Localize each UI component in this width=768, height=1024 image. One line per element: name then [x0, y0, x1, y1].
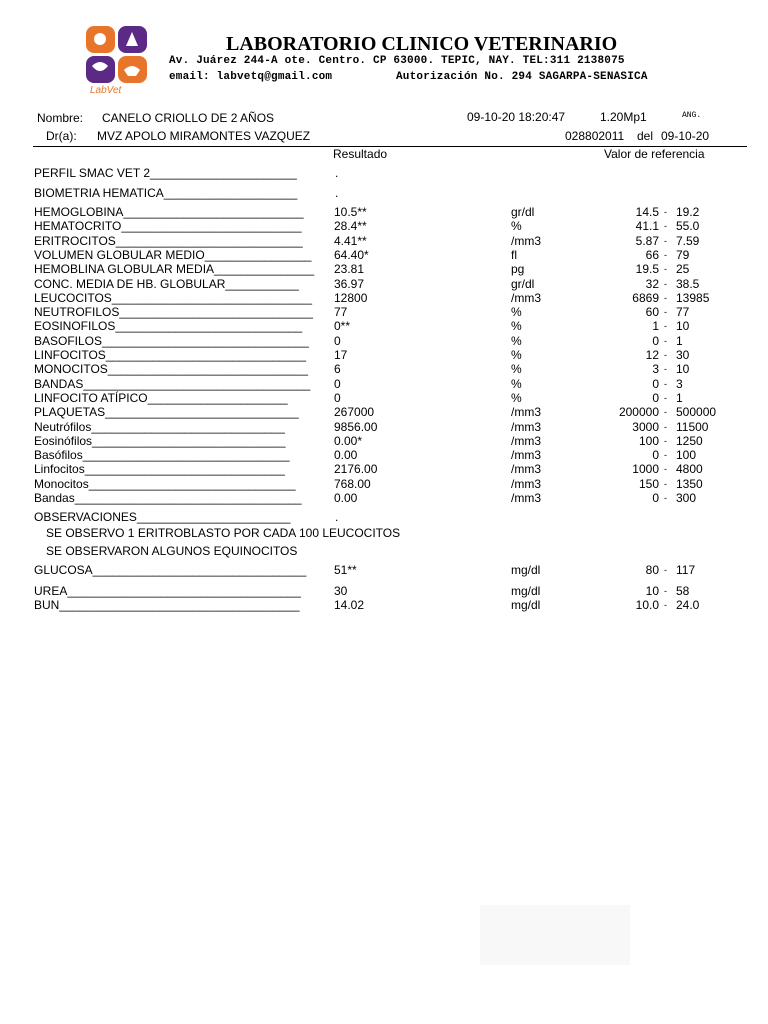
row-test-name: HEMOBLINA GLOBULAR MEDIA_______________: [34, 262, 315, 277]
row-result: 14.02: [334, 598, 365, 612]
row-test-name: LINFOCITO ATÍPICO_____________________: [34, 390, 288, 405]
observation-line-1: SE OBSERVO 1 ERITROBLASTO POR CADA 100 LEUCOCITOS: [46, 526, 401, 540]
row-ref-dash: -: [664, 378, 667, 389]
row-ref-low: 0: [652, 376, 659, 391]
row-unit: %: [511, 348, 522, 362]
row-test-name: MONOCITOS______________________________: [34, 362, 308, 377]
row-ref-high: 55.0: [676, 219, 700, 234]
ang-code: ANG.: [682, 111, 702, 120]
row-test-name: PLAQUETAS_____________________________: [34, 405, 299, 420]
row-test-name: VOLUMEN GLOBULAR MEDIO________________: [34, 247, 312, 262]
row-test-name: Linfocitos______________________________: [34, 462, 285, 477]
folio-number: 028802011: [565, 129, 625, 143]
row-unit: mg/dl: [511, 598, 541, 612]
biometria-value: .: [335, 186, 339, 200]
row-ref-dash: -: [664, 435, 667, 446]
row-ref-dash: -: [664, 321, 667, 332]
row-test-name: CONC. MEDIA DE HB. GLOBULAR___________: [34, 276, 299, 291]
row-ref-dash: -: [664, 235, 667, 246]
row-result: 6: [334, 362, 341, 377]
name-label: Nombre:: [37, 111, 84, 125]
row-test-name: LINFOCITOS______________________________: [34, 348, 307, 362]
row-test-name: Bandas__________________________________: [34, 491, 302, 505]
perfil-label: PERFIL SMAC VET 2______________________: [34, 166, 297, 180]
row-ref-high: 4800: [676, 462, 703, 477]
row-ref-low: 1: [652, 319, 659, 334]
row-ref-low: 100: [638, 433, 659, 448]
row-ref-low: 66: [645, 247, 659, 262]
row-unit: %: [511, 390, 522, 405]
row-test-name: UREA___________________________________: [34, 584, 301, 598]
perfil-value: .: [335, 166, 339, 180]
row-test-name: HEMOGLOBINA___________________________: [34, 205, 304, 219]
row-ref-low: 10: [645, 584, 659, 598]
row-ref-low: 6869: [632, 290, 659, 305]
row-ref-low: 0: [652, 333, 659, 348]
lab-address: Av. Juárez 244-A ote. Centro. CP 63000. TEPIC, NAY. TEL:311 2138075: [169, 55, 625, 67]
row-ref-high: 117: [676, 563, 696, 577]
row-test-name: Eosinófilos_____________________________: [34, 433, 286, 448]
row-ref-low: 3: [652, 362, 659, 377]
logo-text: LabVet: [90, 85, 122, 96]
row-result: 64.40*: [334, 247, 369, 262]
row-unit: /mm3: [511, 476, 541, 491]
row-ref-low: 80: [645, 563, 659, 577]
row-unit: %: [511, 305, 522, 320]
row-ref-high: 25: [676, 262, 690, 277]
row-ref-high: 7.59: [676, 233, 700, 248]
row-ref-dash: -: [664, 249, 667, 260]
row-test-name: Neutrófilos_____________________________: [34, 419, 285, 434]
lab-name: LABORATORIO CLINICO VETERINARIO: [226, 33, 618, 55]
row-unit: /mm3: [511, 290, 541, 305]
row-unit: /mm3: [511, 462, 541, 477]
row-ref-dash: -: [664, 407, 667, 418]
row-result: 2176.00: [334, 462, 378, 477]
row-ref-high: 11500: [676, 419, 709, 434]
row-ref-low: 60: [645, 305, 659, 320]
row-test-name: ERITROCITOS____________________________: [34, 233, 303, 248]
faint-watermark: [480, 905, 630, 965]
row-test-name: BANDAS__________________________________: [34, 376, 311, 391]
row-ref-dash: -: [664, 586, 667, 596]
row-result: 77: [334, 305, 348, 320]
del-label: del: [637, 129, 654, 143]
row-ref-high: 500000: [676, 405, 717, 420]
row-unit: /mm3: [511, 491, 541, 505]
row-test-name: Monocitos_______________________________: [34, 476, 296, 491]
row-ref-dash: -: [664, 335, 667, 346]
row-result: 10.5**: [334, 205, 367, 219]
row-result: 768.00: [334, 476, 371, 491]
row-unit: %: [511, 319, 522, 334]
row-test-name: BASOFILOS_______________________________: [34, 333, 309, 348]
row-ref-dash: -: [664, 264, 667, 275]
row-unit: pg: [511, 262, 525, 277]
row-result: 36.97: [334, 276, 365, 291]
row-unit: %: [511, 219, 522, 234]
row-result: 0: [334, 390, 341, 405]
row-ref-low: 5.87: [635, 233, 659, 248]
row-ref-low: 1000: [632, 462, 659, 477]
row-test-name: Basófilos_______________________________: [34, 448, 290, 463]
row-unit: gr/dl: [511, 276, 535, 291]
row-result: 0.00*: [334, 433, 363, 448]
row-ref-low: 0: [652, 448, 659, 463]
row-ref-high: 10: [676, 362, 690, 377]
lab-authorization: Autorización No. 294 SAGARPA-SENASICA: [396, 71, 648, 83]
observations-label: OBSERVACIONES_______________________: [34, 510, 291, 524]
row-ref-dash: -: [664, 478, 667, 489]
row-ref-dash: -: [664, 292, 667, 303]
row-unit: mg/dl: [511, 584, 541, 598]
doctor-name: MVZ APOLO MIRAMONTES VAZQUEZ: [97, 129, 311, 143]
report-datetime: 09-10-20 18:20:47: [467, 110, 566, 124]
row-ref-dash: -: [664, 421, 667, 432]
row-ref-high: 1: [676, 333, 683, 348]
row-ref-high: 1: [676, 390, 683, 405]
row-unit: /mm3: [511, 233, 541, 248]
row-ref-dash: -: [664, 464, 667, 475]
row-result: 267000: [334, 405, 375, 420]
row-ref-low: 3000: [632, 419, 659, 434]
row-ref-high: 19.2: [676, 205, 700, 219]
row-result: 30: [334, 584, 348, 598]
report-date: 09-10-20: [661, 129, 710, 143]
row-ref-dash: -: [664, 207, 667, 217]
row-ref-high: 58: [676, 584, 690, 598]
observations-value: .: [335, 510, 339, 524]
row-ref-low: 41.1: [635, 219, 659, 234]
row-ref-high: 100: [676, 448, 697, 463]
row-ref-low: 150: [638, 476, 659, 491]
row-ref-low: 0: [652, 491, 659, 505]
row-result: 28.4**: [334, 219, 367, 234]
reference-header: Valor de referencia: [604, 147, 705, 161]
row-test-name: BUN____________________________________: [34, 598, 300, 612]
row-test-name: EOSINOFILOS____________________________: [34, 319, 303, 334]
row-test-name: HEMATOCRITO___________________________: [34, 219, 302, 234]
row-ref-high: 10: [676, 319, 690, 334]
page-code: 1.20Mp1: [600, 110, 647, 124]
row-ref-high: 38.5: [676, 276, 700, 291]
row-test-name: LEUCOCITOS______________________________: [34, 290, 313, 305]
row-unit: /mm3: [511, 419, 541, 434]
row-ref-high: 30: [676, 348, 690, 362]
row-ref-dash: -: [664, 221, 667, 232]
row-result: 12800: [334, 290, 368, 305]
row-ref-low: 10.0: [635, 598, 659, 612]
row-ref-high: 79: [676, 247, 690, 262]
doctor-label: Dr(a):: [46, 129, 77, 143]
row-result: 0: [334, 376, 341, 391]
row-unit: /mm3: [511, 448, 541, 463]
row-ref-dash: -: [664, 307, 667, 318]
row-unit: mg/dl: [511, 563, 541, 577]
row-ref-high: 77: [676, 305, 690, 320]
row-result: 0: [334, 333, 341, 348]
row-ref-high: 300: [676, 491, 697, 505]
row-ref-low: 200000: [618, 405, 659, 420]
row-ref-low: 14.5: [635, 205, 659, 219]
row-result: 23.81: [334, 262, 365, 277]
row-test-name: NEUTROFILOS_____________________________: [34, 305, 313, 320]
row-ref-dash: -: [664, 600, 667, 610]
row-result: 51**: [334, 563, 357, 577]
row-unit: %: [511, 362, 522, 377]
observation-line-2: SE OBSERVARON ALGUNOS EQUINOCITOS: [46, 544, 298, 558]
row-unit: %: [511, 376, 522, 391]
row-unit: %: [511, 333, 522, 348]
row-ref-dash: -: [664, 392, 667, 403]
row-result: 4.41**: [334, 233, 367, 248]
row-ref-high: 3: [676, 376, 683, 391]
row-ref-high: 24.0: [676, 598, 700, 612]
row-unit: fl: [511, 247, 517, 262]
row-ref-dash: -: [664, 350, 667, 360]
row-ref-dash: -: [664, 450, 667, 461]
row-test-name: GLUCOSA________________________________: [34, 563, 307, 577]
row-unit: gr/dl: [511, 205, 535, 219]
row-ref-low: 12: [645, 348, 659, 362]
row-ref-dash: -: [664, 364, 667, 375]
row-result: 0**: [334, 319, 351, 334]
row-ref-high: 1250: [676, 433, 703, 448]
row-ref-low: 19.5: [635, 262, 659, 277]
labvet-logo: [86, 26, 148, 96]
row-ref-high: 1350: [676, 476, 703, 491]
row-ref-dash: -: [664, 565, 667, 575]
result-header: Resultado: [333, 147, 388, 161]
row-ref-dash: -: [664, 278, 667, 289]
row-result: 0.00: [334, 491, 358, 505]
row-unit: /mm3: [511, 433, 541, 448]
row-unit: /mm3: [511, 405, 541, 420]
biometria-label: BIOMETRIA HEMATICA____________________: [34, 186, 298, 200]
row-result: 9856.00: [334, 419, 378, 434]
row-ref-low: 0: [652, 390, 659, 405]
lab-email: email: labvetq@gmail.com: [169, 71, 333, 83]
row-ref-high: 13985: [676, 290, 710, 305]
row-result: 0.00: [334, 448, 358, 463]
row-ref-dash: -: [664, 493, 667, 503]
row-result: 17: [334, 348, 348, 362]
patient-name: CANELO CRIOLLO DE 2 AÑOS: [102, 111, 275, 125]
row-ref-low: 32: [645, 276, 659, 291]
